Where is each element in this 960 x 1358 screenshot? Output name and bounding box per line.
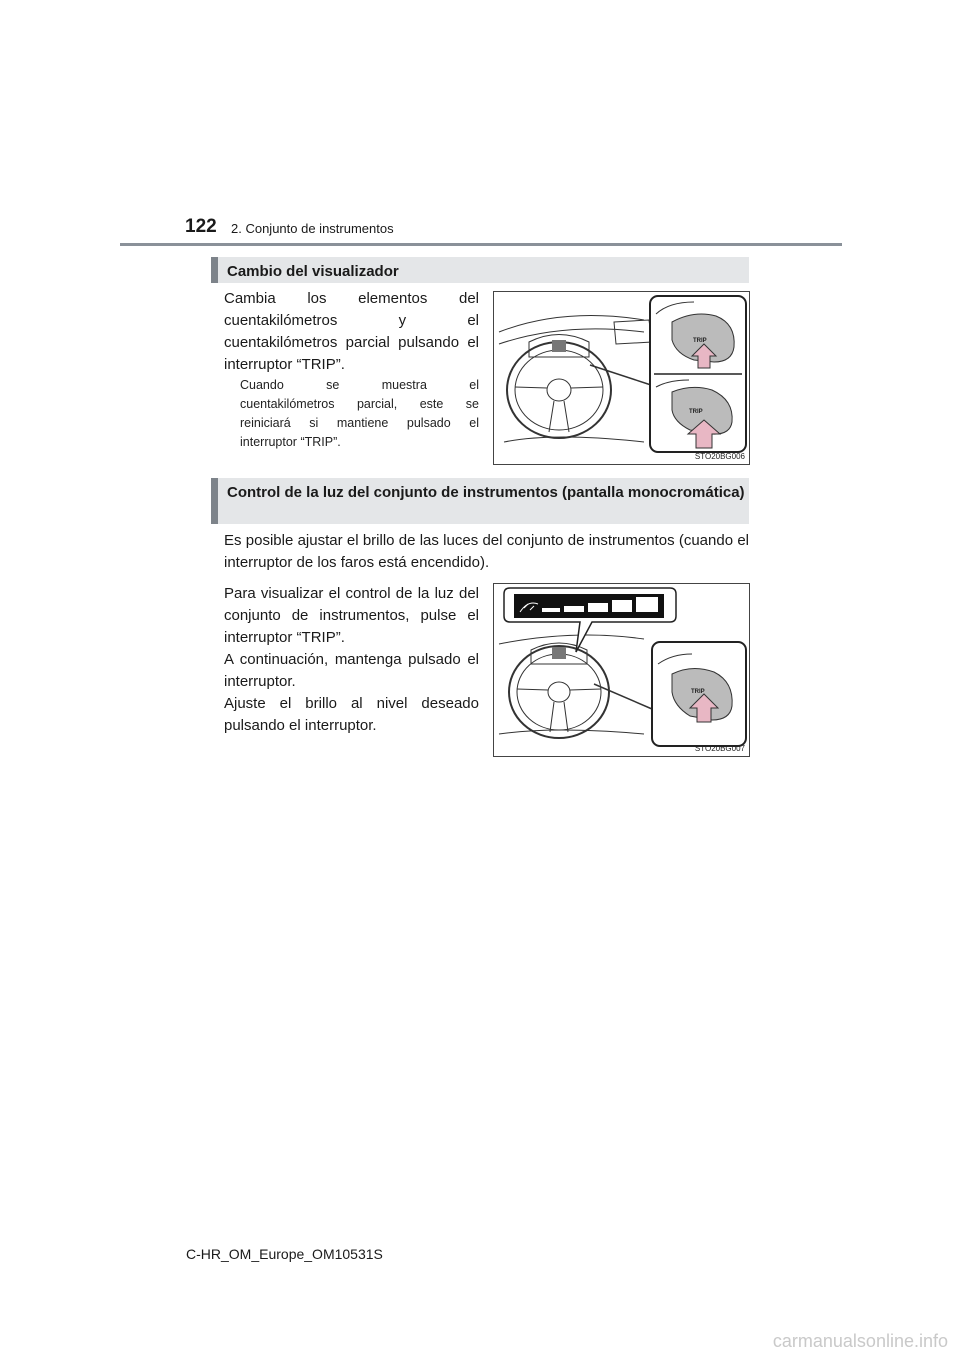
figure-code: STO20BG007 (694, 744, 745, 753)
brightness-illustration (494, 584, 749, 756)
document-id: C-HR_OM_Europe_OM10531S (186, 1246, 383, 1262)
trip-button-label: TRIP (691, 689, 705, 695)
section2-paragraph (224, 583, 479, 737)
trip-button-label: TRIP (693, 338, 707, 344)
steering-wheel-illustration (494, 292, 749, 464)
watermark: carmanualsonline.info (772, 1331, 948, 1351)
paragraph-line: Cambia los elementos del (224, 290, 479, 307)
chapter-title: 2. Conjunto de instrumentos (231, 221, 394, 236)
paragraph-line: cuentakilómetros parcial pulsando el (224, 334, 479, 351)
paragraph-line: interruptor “TRIP”. (224, 356, 345, 373)
section1-note (240, 376, 479, 452)
paragraph-line: Ajuste el brillo al nivel deseado (224, 695, 479, 712)
section-heading-display-change: Cambio del visualizador (211, 257, 749, 283)
trip-button-label: TRIP (689, 409, 703, 415)
note-line: interruptor “TRIP”. (240, 435, 341, 449)
note-line: reiniciará si mantiene pulsado el (240, 416, 479, 430)
paragraph-line: Para visualizar el control de la luz del (224, 585, 479, 602)
figure-trip-switch-steering (493, 291, 750, 465)
section1-paragraph (224, 288, 479, 376)
paragraph-line: cuentakilómetros y el (224, 312, 479, 329)
figure-brightness-control (493, 583, 750, 757)
page-number: 122 (185, 216, 217, 237)
paragraph-line: A continuación, mantenga pulsado el (224, 651, 479, 668)
note-line: Cuando se muestra el (240, 378, 479, 392)
paragraph-line: interruptor “TRIP”. (224, 629, 345, 646)
paragraph-line: pulsando el interruptor. (224, 717, 377, 734)
figure-code: STO20BG006 (694, 452, 745, 461)
section-heading-light-control: Control de la luz del conjunto de instrumentos (pantalla monocromática) (211, 478, 749, 524)
note-line: cuentakilómetros parcial, este se (240, 397, 479, 411)
paragraph-line: interruptor. (224, 673, 296, 690)
header-divider (120, 243, 842, 246)
paragraph-line: conjunto de instrumentos, pulse el (224, 607, 479, 624)
section2-intro: Es posible ajustar el brillo de las luces del conjunto de instrumentos (cuando el interruptor de los faros está encendido). (224, 532, 749, 571)
